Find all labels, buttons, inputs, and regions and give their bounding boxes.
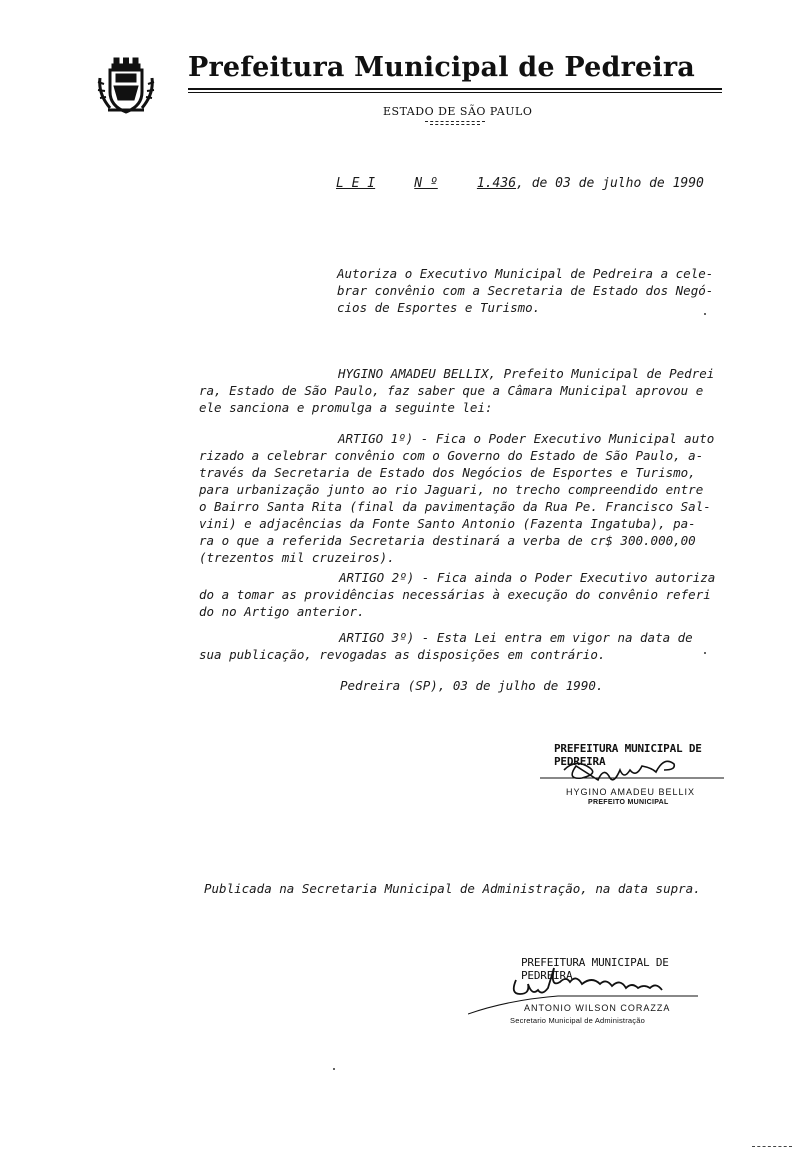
article3-line: ARTIGO 3º) - Esta Lei entra em vigor na data de [339,630,693,645]
secretary-stamp-text [510,1003,710,1025]
article1-line: ARTIGO 1º) - Fica o Poder Executivo Municipal auto [338,431,715,446]
law-number: 1.436 [476,176,517,191]
title-rule [188,88,722,90]
article1-line: vini) e adjacências da Fonte Santo Antonio (Fazenta Ingatuba), pa- [199,516,696,531]
stamp-org: PREFEITURA MUNICIPAL DE PEDREIRA [554,742,702,768]
stamp-org: PREFEITURA MUNICIPAL DE PEDREIRA [521,956,669,982]
law-number-label: N º [414,176,438,191]
state-rule [425,121,485,122]
stamp-role: Secretario Municipal de Administração [510,1016,645,1025]
preamble-line: HYGINO AMADEU BELLIX, Prefeito Municipal de Pedrei [338,366,715,381]
stamp-name: ANTONIO WILSON CORAZZA [524,1003,671,1013]
article1-line: (trezentos mil cruzeiros). [199,550,395,565]
title-rule [188,92,722,93]
page-title: Prefeitura Municipal de Pedreira [188,52,695,83]
law-label: L E I [336,176,376,191]
stamp-name: HYGINO AMADEU BELLIX [566,787,696,797]
speck [704,652,706,654]
article2-line: do a tomar as providências necessárias à execução do convênio referi [199,587,711,602]
article2-line: do no Artigo anterior. [199,604,365,619]
state-name: ESTADO DE SÃO PAULO [383,105,533,118]
mayor-stamp-text [566,787,726,806]
article1-line: o Bairro Santa Rita (final da pavimentação da Rua Pe. Francisco Sal- [199,499,711,514]
preamble-line: ra, Estado de São Paulo, faz saber que a Câmara Municipal aprovou e [199,383,704,398]
stamp-role: PREFEITO MUNICIPAL [588,799,669,806]
publication-note: Publicada na Secretaria Municipal de Administração, na data supra. [204,881,701,896]
place-date: Pedreira (SP), 03 de julho de 1990. [340,678,604,693]
article1-line: rizado a celebrar convênio com o Governo do Estado de São Paulo, a- [199,448,704,463]
municipal-crest-icon [96,56,156,116]
speck [704,313,706,315]
summary-line: Autoriza o Executivo Municipal de Pedreira a cele- [337,266,714,281]
article1-line: para urbanização junto ao rio Jaguari, no trecho compreendido entre [199,482,704,497]
scan-mark [752,1146,792,1147]
state-rule [430,124,480,125]
summary-line: brar convênio com a Secretaria de Estado dos Negó- [337,283,714,298]
speck [333,1068,335,1070]
preamble-line: ele sanciona e promulga a seguinte lei: [199,400,493,415]
law-date: , de 03 de julho de 1990 [516,176,704,191]
article2-line: ARTIGO 2º) - Fica ainda o Poder Executivo autoriza [339,570,716,585]
mayor-signature-icon [540,752,730,786]
article1-line: ra o que a referida Secretaria destinará a verba de cr$ 300.000,00 [199,533,696,548]
article3-line: sua publicação, revogadas as disposições em contrário. [199,647,606,662]
summary-line: cios de Esportes e Turismo. [337,300,541,315]
article1-line: través da Secretaria de Estado dos Negócios de Esportes e Turismo, [199,465,696,480]
law-heading [336,176,704,191]
